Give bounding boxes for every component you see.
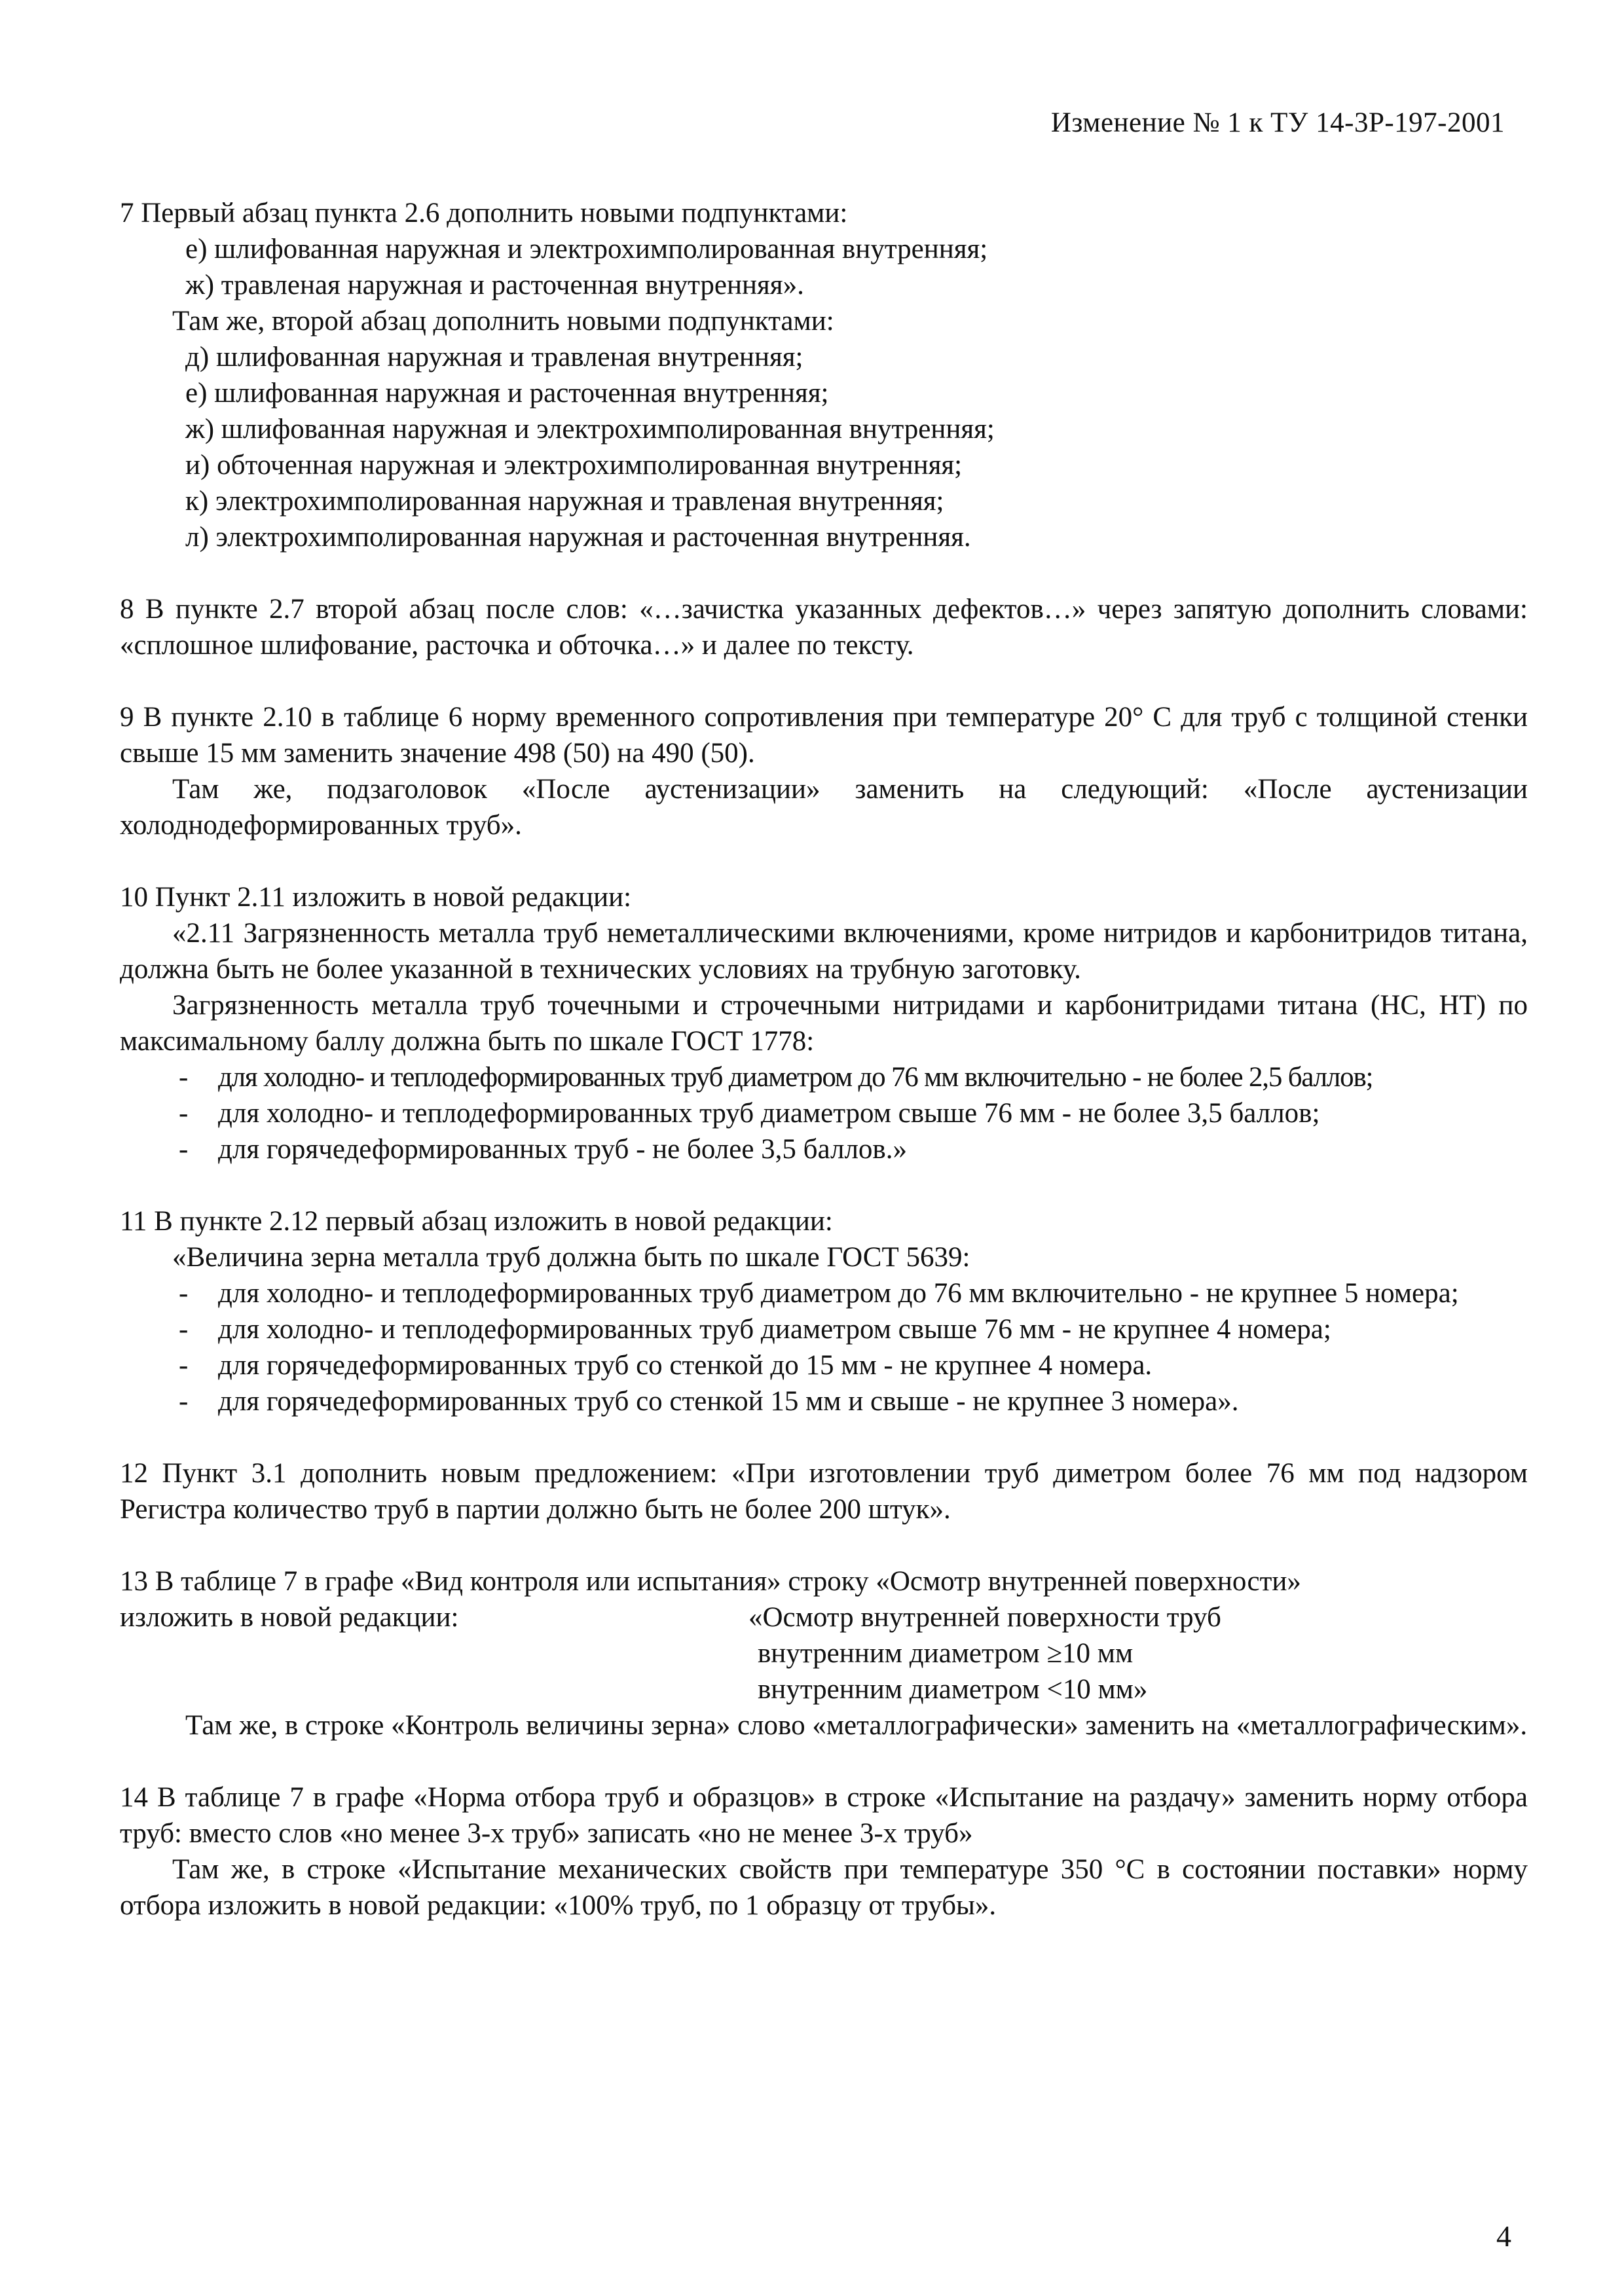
item-11: [120, 1203, 1528, 1419]
item-10-dash-1: - для холодно- и теплодеформированных труб диаметром до 76 мм включительно - не более 2,5 баллов;: [120, 1059, 1528, 1095]
document-header: Изменение № 1 к ТУ 14-3Р-197-2001: [1050, 107, 1505, 138]
item-7-sub2-2: е) шлифованная наружная и расточенная внутренняя;: [185, 378, 829, 409]
item-7-sub2-3: ж) шлифованная наружная и электрохимполированная внутренняя;: [185, 414, 995, 445]
item-11-dash-1: - для холодно- и теплодеформированных труб диаметром до 76 мм включительно - не крупнее 5 номера;: [120, 1275, 1528, 1311]
dash-mark: -: [179, 1098, 189, 1129]
dash-mark: -: [179, 1350, 189, 1381]
item-12: 12 Пункт 3.1 дополнить новым предложением: «При изготовлении труб диметром более 76 мм под надзором Регистра количество труб в партии должно быть не более 200 штук».: [120, 1458, 1528, 1525]
item-8: 8 В пункте 2.7 второй абзац после слов: «…зачистка указанных дефектов…» через запятую дополнить словами: «сплошное шлифование, расточка и обточка…» и далее по тексту.: [120, 594, 1528, 661]
dash-mark: -: [179, 1386, 189, 1417]
item-9: [120, 699, 1528, 843]
page-number: 4: [1496, 2219, 1511, 2253]
item-13-p2: Там же, в строке «Контроль величины зерна» слово «металлографически» заменить на «металлографическим».: [185, 1710, 1528, 1741]
item-13-right-1: «Осмотр внутренней поверхности труб: [748, 1602, 1221, 1633]
item-13-right-2: внутренним диаметром ≥10 мм: [758, 1638, 1134, 1669]
item-14: [120, 1779, 1528, 1923]
document-body: [120, 195, 1528, 1959]
item-10-intro: 10 Пункт 2.11 изложить в новой редакции:: [120, 882, 632, 913]
item-13-right: [748, 1599, 1528, 1707]
item-13: [120, 1563, 1528, 1743]
dash-mark: -: [179, 1134, 189, 1165]
item-10-p1: «2.11 Загрязненность металла труб неметаллическими включениями, кроме нитридов и карбонитридов титана, должна быть не более указанной в технических условиях на трубную заготовку.: [120, 918, 1528, 985]
item-11-dash-3: - для горячедеформированных труб со стенкой до 15 мм - не крупнее 4 номера.: [120, 1347, 1528, 1383]
item-7-sub2-4: и) обточенная наружная и электрохимполированная внутренняя;: [185, 450, 963, 481]
item-14-p2: Там же, в строке «Испытание механических свойств при температуре 350 °С в состоянии поставки» норму отбора изложить в новой редакции: «100% труб, по 1 образцу от трубы».: [120, 1854, 1528, 1921]
item-13-right-3: внутренним диаметром <10 мм»: [758, 1674, 1148, 1705]
item-7-sub2-6: л) электрохимполированная наружная и расточенная внутренняя.: [185, 522, 971, 553]
item-11-dash-4: - для горячедеформированных труб со стенкой 15 мм и свыше - не крупнее 3 номера».: [120, 1383, 1528, 1419]
item-7-sub1-1: е) шлифованная наружная и электрохимполированная внутренняя;: [185, 234, 988, 264]
item-10-p2: Загрязненность металла труб точечными и строчечными нитридами и карбонитридами титана (НС, НТ) по максимальному баллу должна быть по шкале ГОСТ 1778:: [120, 990, 1528, 1057]
item-7-intro2: Там же, второй абзац дополнить новыми подпунктами:: [172, 306, 834, 337]
item-13-left: изложить в новой редакции:: [120, 1602, 459, 1633]
item-11-dash-2: - для холодно- и теплодеформированных труб диаметром свыше 76 мм - не крупнее 4 номера;: [120, 1311, 1528, 1347]
item-7: [120, 195, 1528, 555]
dash-mark: -: [179, 1278, 189, 1309]
item-9-p1: 9 В пункте 2.10 в таблице 6 норму временного сопротивления при температуре 20° С для труб с толщиной стенки свыше 15 мм заменить значение 498 (50) на 490 (50).: [120, 702, 1528, 769]
item-10-dash-3: - для горячедеформированных труб - не более 3,5 баллов.»: [120, 1131, 1528, 1167]
item-13-table-row: [120, 1599, 1528, 1707]
item-11-intro: 11 В пункте 2.12 первый абзац изложить в новой редакции:: [120, 1206, 833, 1237]
item-11-p1: «Величина зерна металла труб должна быть по шкале ГОСТ 5639:: [172, 1242, 970, 1273]
item-7-sub2-1: д) шлифованная наружная и травленая внутренняя;: [185, 342, 803, 373]
item-13-p1: 13 В таблице 7 в графе «Вид контроля или испытания» строку «Осмотр внутренней поверхности»: [120, 1566, 1301, 1597]
item-7-sub1-2: ж) травленая наружная и расточенная внутренняя».: [185, 270, 804, 301]
item-9-p2: Там же, подзаголовок «После аустенизации» заменить на следующий: «После аустенизации холоднодеформированных труб».: [120, 774, 1528, 841]
item-7-sub2-5: к) электрохимполированная наружная и травленая внутренняя;: [185, 486, 944, 517]
item-7-intro: 7 Первый абзац пункта 2.6 дополнить новыми подпунктами:: [120, 198, 848, 228]
item-10: [120, 879, 1528, 1167]
dash-mark: -: [179, 1314, 189, 1345]
item-10-dash-2: - для холодно- и теплодеформированных труб диаметром свыше 76 мм - не более 3,5 баллов;: [120, 1095, 1528, 1131]
item-14-p1: 14 В таблице 7 в графе «Норма отбора труб и образцов» в строке «Испытание на раздачу» заменить норму отбора труб: вместо слов «но менее 3-х труб» записать «но не менее 3-х труб»: [120, 1782, 1528, 1849]
dash-mark: -: [179, 1062, 189, 1093]
